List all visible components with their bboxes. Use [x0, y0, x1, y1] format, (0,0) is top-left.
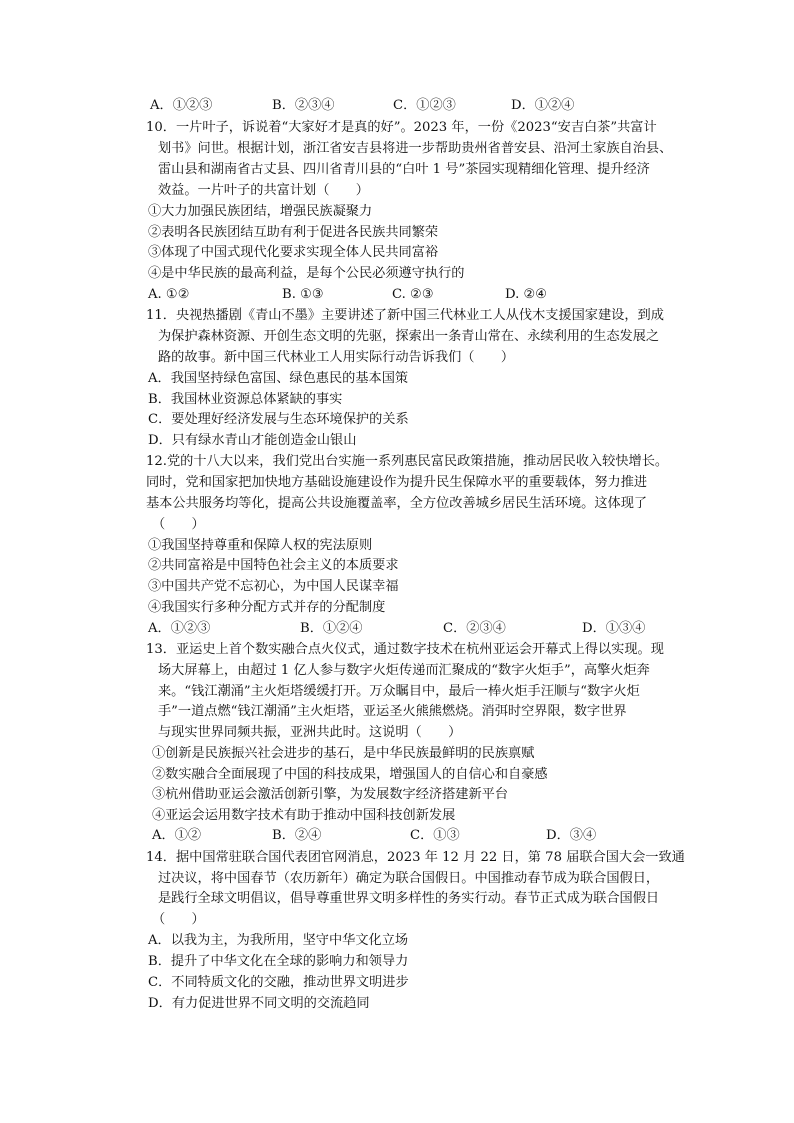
- q14-choice-c: C．不同特质文化的交融，推动世界文明进步: [148, 975, 409, 990]
- q13-stem-line: 场大屏幕上，由超过 1 亿人参与数字火炬传递而汇聚成的“数字火炬手”，高擎火炬奔: [158, 663, 650, 678]
- q10-stem-line: 效益。一片叶子的共富计划（ ）: [158, 183, 369, 198]
- q10-option-b: B. ①③: [282, 287, 324, 302]
- q14-stem-line: 是践行全球文明倡议，倡导尊重世界文明多样性的务实行动。春节正式成为联合国假日: [158, 891, 660, 906]
- q11-stem-line: 路的故事。新中国三代林业工人用实际行动告诉我们（ ）: [158, 350, 515, 365]
- q12-statement: ③中国共产党不忘初心，为中国人民谋幸福: [148, 579, 399, 594]
- q10-option-d: D. ②④: [505, 287, 548, 302]
- q9-option-c: C．①②③: [393, 98, 456, 113]
- q13-option-b: B．②④: [272, 828, 322, 843]
- q10-stem-line: 10．一片叶子，诉说着“大家好才是真的好”。2023 年，一份《2023“安吉白茶”共富计: [146, 120, 657, 135]
- q14-stem-line: 过决议，将中国春节（农历新年）确定为联合国假日。中国推动春节成为联合国假日，: [158, 871, 660, 886]
- q12-option-d: D．①③④: [582, 621, 646, 636]
- q10-statement: ④是中华民族的最高利益，是每个公民必须遵守执行的: [148, 266, 465, 281]
- q14-stem-line: 14．据中国常驻联合国代表团官网消息，2023 年 12 月 22 日，第 78 届联合国大会一致通: [146, 850, 685, 865]
- q11-stem-line: 11．央视热播剧《青山不墨》主要讲述了新中国三代林业工人从伐木支援国家建设，到成: [146, 308, 664, 323]
- q14-choice-a: A．以我为主，为我所用，坚守中华文化立场: [148, 933, 409, 948]
- q14-choice-b: B．提升了中华文化在全球的影响力和领导力: [148, 954, 409, 969]
- q12-stem-line: 基本公共服务均等化，提高公共设施覆盖率，全方位改善城乡居民生活环境。这体现了: [146, 496, 648, 511]
- q9-option-d: D．①②④: [511, 98, 575, 113]
- q13-statement: ③杭州借助亚运会激活创新引擎，为发展数字经济搭建新平台: [152, 787, 509, 802]
- q14-stem-line: （ ）: [152, 912, 205, 927]
- q9-option-a: A．①②③: [150, 98, 213, 113]
- q10-stem-line: 划书》问世。根据计划，浙江省安吉县将进一步帮助贵州省普安县、沿河土家族自治县、: [158, 141, 673, 156]
- q10-statement: ②表明各民族团结互助有利于促进各民族共同繁荣: [148, 225, 439, 240]
- q13-stem-line: 手”一道点燃“钱江潮涌”主火炬塔，亚运圣火熊熊燃烧。消弭时空界限，数字世界: [158, 704, 627, 719]
- q13-stem-line: 与现实世界同频共振，亚洲共此时。这说明（ ）: [158, 725, 462, 740]
- q12-statement: ①我国坚持尊重和保障人权的宪法原则: [148, 538, 373, 553]
- q12-stem-line: 同时，党和国家把加快地方基础设施建设作为提升民生保障水平的重要载体，努力推进: [146, 475, 648, 490]
- q9-option-b: B．②③④: [272, 98, 335, 113]
- q12-statement: ④我国实行多种分配方式并存的分配制度: [148, 600, 386, 615]
- q13-stem-line: 13．亚运史上首个数实融合点火仪式，通过数字技术在杭州亚运会开幕式上得以实现。现: [146, 642, 664, 657]
- q13-option-c: C．①③: [410, 828, 460, 843]
- q11-stem-line: 为保护森林资源、开创生态文明的先驱，探索出一条青山常在、永续利用的生态发展之: [158, 329, 660, 344]
- q13-option-d: D．③④: [546, 828, 597, 843]
- q10-option-c: C. ②③: [392, 287, 434, 302]
- q13-stem-line: 来。“钱江潮涌”主火炬塔缓缓打开。万众瞩目中，最后一棒火炬手汪顺与“数字火炬: [158, 684, 640, 699]
- q12-statement: ②共同富裕是中国特色社会主义的本质要求: [148, 558, 399, 573]
- q12-option-b: B．①②④: [300, 621, 363, 636]
- q11-choice-b: B．我国林业资源总体紧缺的事实: [148, 392, 343, 407]
- q11-choice-d: D．只有绿水青山才能创造金山银山: [148, 433, 357, 448]
- q12-option-a: A．①②③: [148, 621, 211, 636]
- q10-option-a: A. ①②: [148, 287, 190, 302]
- q11-choice-c: C．要处理好经济发展与生态环境保护的关系: [148, 412, 409, 427]
- q10-statement: ③体现了中国式现代化要求实现全体人民共同富裕: [148, 245, 439, 260]
- q14-choice-d: D．有力促进世界不同文明的交流趋同: [148, 996, 370, 1011]
- q13-statement: ②数实融合全面展现了中国的科技成果，增强国人的自信心和自豪感: [152, 767, 548, 782]
- q12-stem-line: 12.党的十八大以来，我们党出台实施一系列惠民富民政策措施，推动居民收入较快增长。: [146, 454, 669, 469]
- q10-statement: ①大力加强民族团结，增强民族凝聚力: [148, 204, 373, 219]
- q10-stem-line: 雷山县和湖南省古丈县、四川省青川县的“白叶 1 号”茶园实现精细化管理、提升经济: [158, 162, 650, 177]
- q12-stem-line: （ ）: [152, 517, 205, 532]
- q13-statement: ①创新是民族振兴社会进步的基石，是中华民族最鲜明的民族禀赋: [152, 746, 535, 761]
- q13-option-a: A．①②: [152, 828, 202, 843]
- q13-statement: ④亚运会运用数字技术有助于推动中国科技创新发展: [152, 808, 456, 823]
- q11-choice-a: A．我国坚持绿色富国、绿色惠民的基本国策: [148, 371, 409, 386]
- q12-option-c: C．②③④: [443, 621, 506, 636]
